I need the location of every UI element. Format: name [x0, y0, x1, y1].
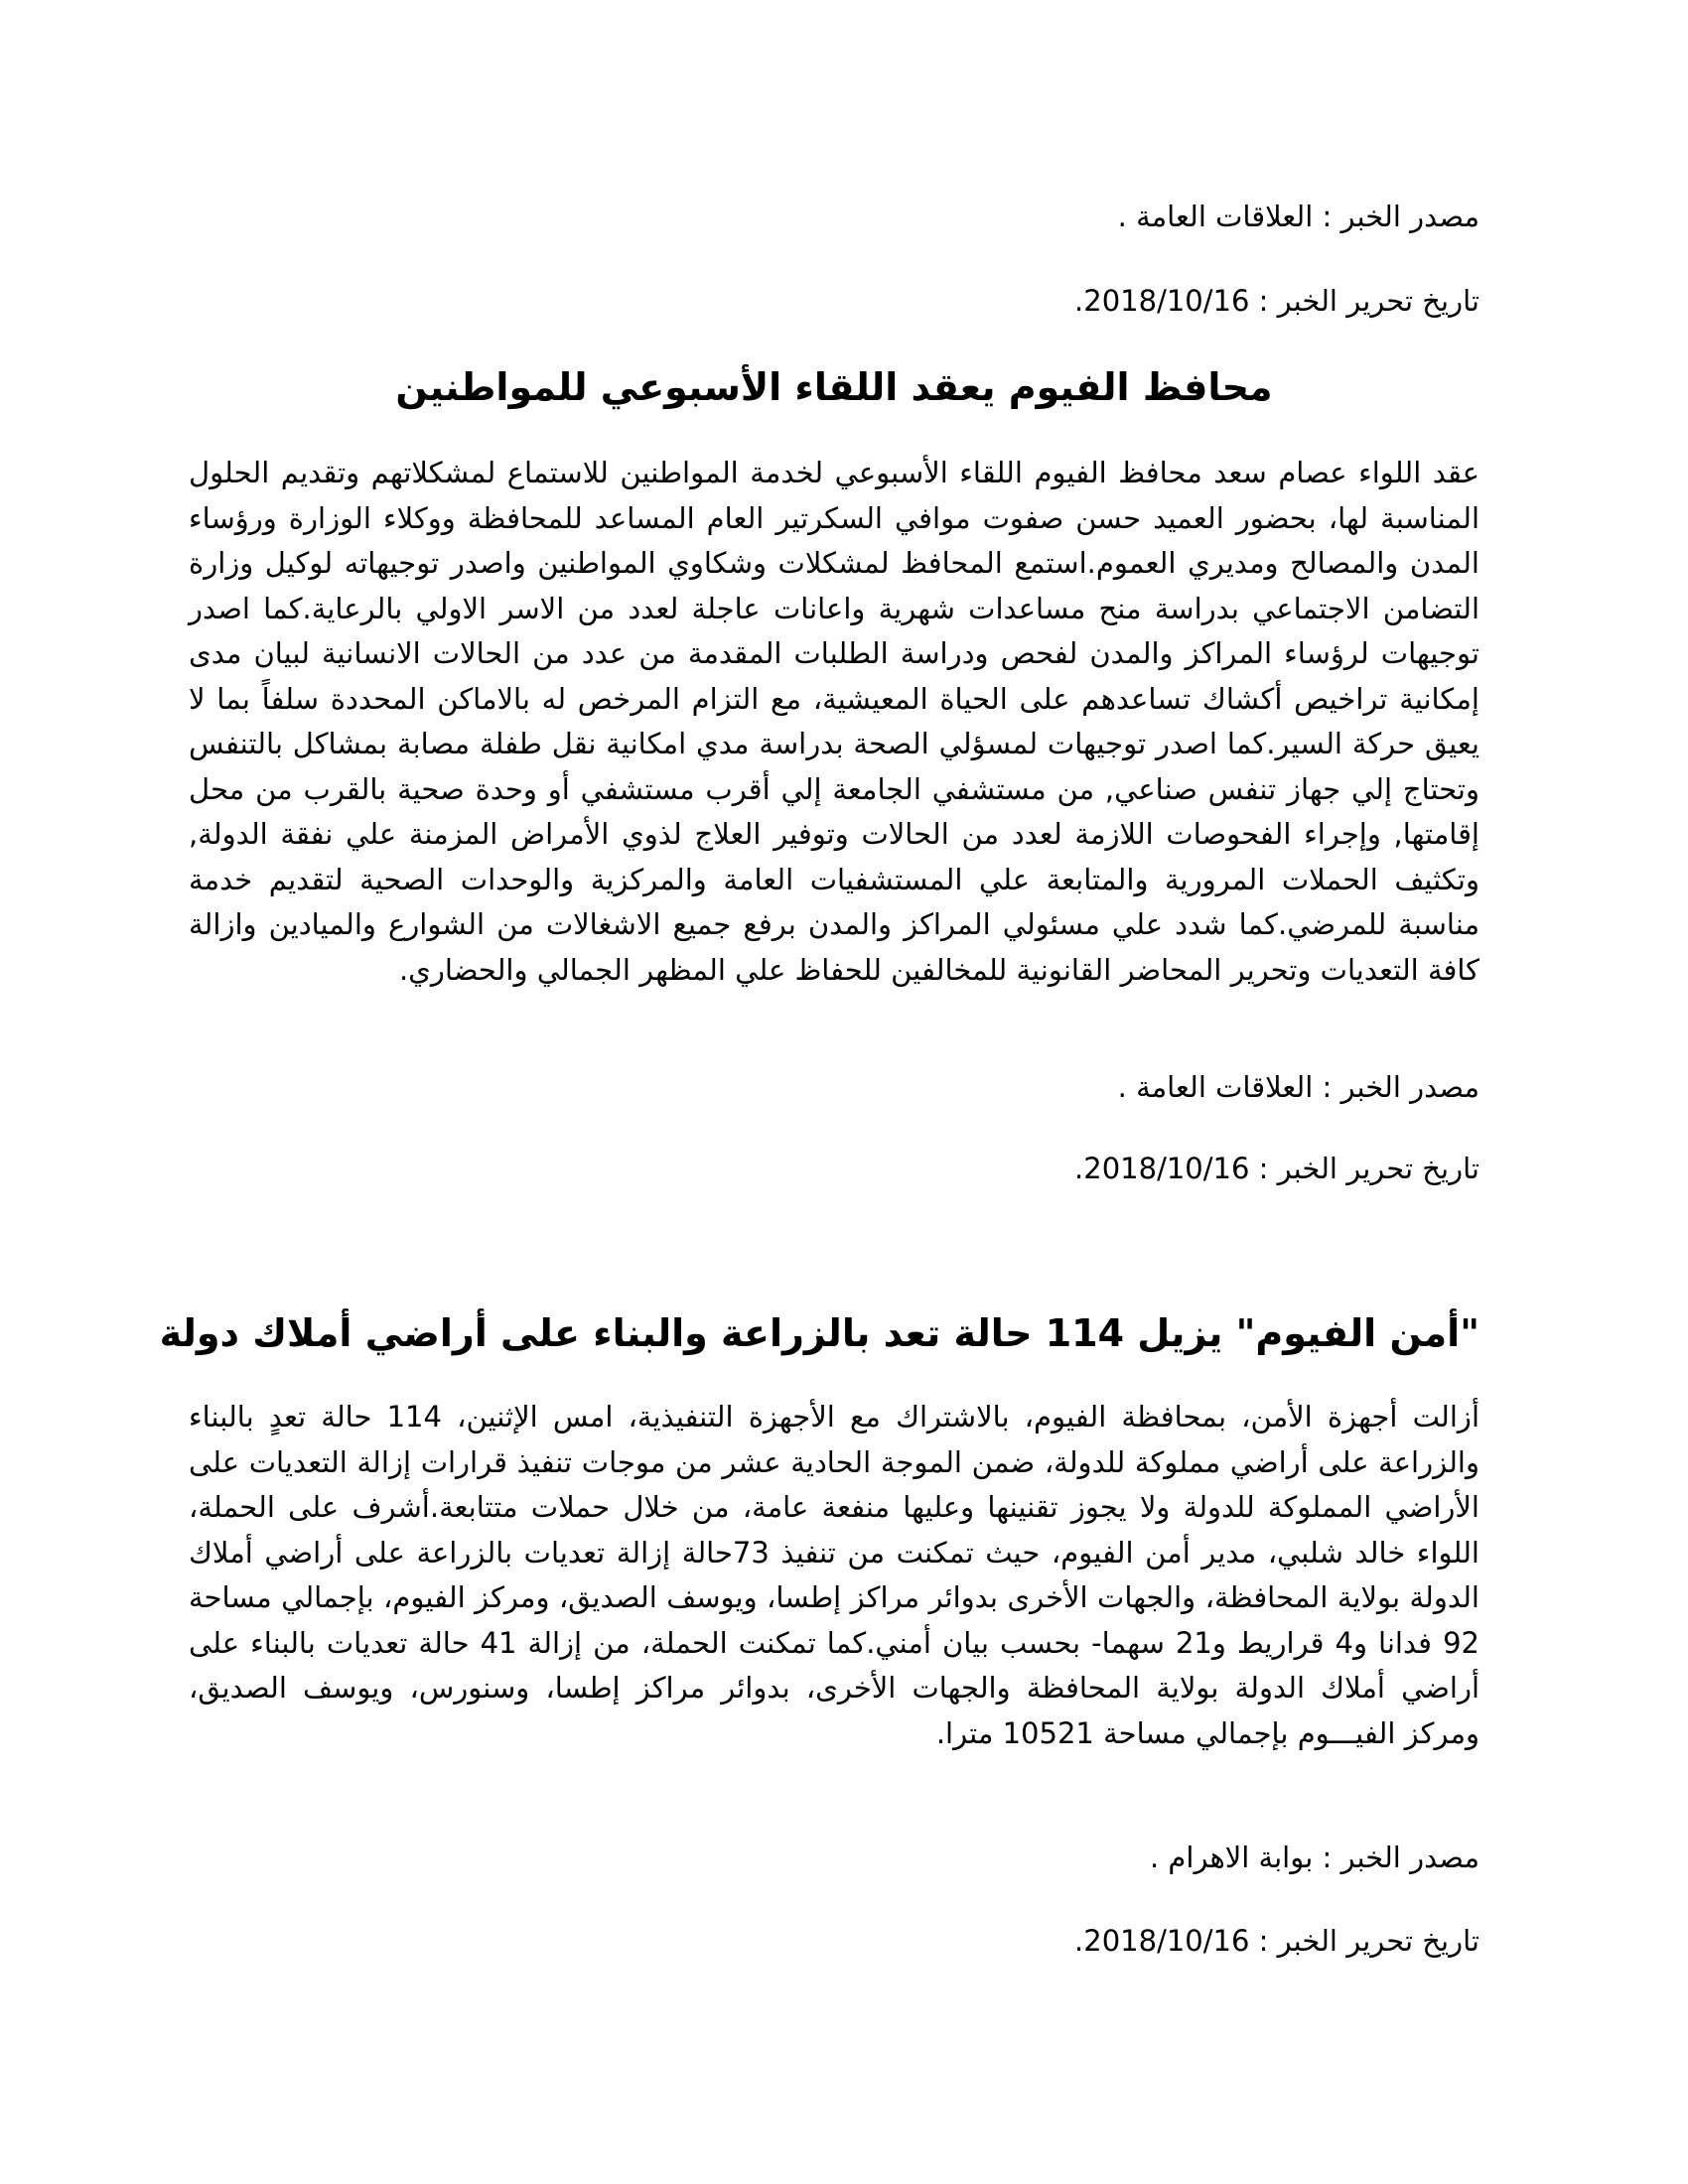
article1-title: محافظ الفيوم يعقد اللقاء الأسبوعي للمواطنين	[395, 365, 1273, 409]
article1-source-footer: مصدر الخبر : العلاقات العامة .	[1117, 1070, 1479, 1104]
article1-date: تاريخ تحرير الخبر : 2018/10/16.	[1074, 284, 1479, 318]
article1-date-footer: تاريخ تحرير الخبر : 2018/10/16.	[1074, 1152, 1479, 1185]
article1-body: عقد اللواء عصام سعد محافظ الفيوم اللقاء الأسبوعي لخدمة المواطنين للاستماع لمشكلاتهم وتقديم الحلول المناسبة لها، بحضور العميد حسن صفوت موافي السكرتير العام المساعد للمحافظة ووكلاء الوزارة ورؤساء المدن والمصالح ومديري العموم.استمع المحافظ لمشكلات وشكاوي المواطنين واصدر توجيهاته لوكيل وزارة التضامن الاجتماعي بدراسة منح مساعدات شهرية واعانات عاجلة لعدد من الاسر الاولي بالرعاية.كما اصدر توجيهات لرؤساء المراكز والمدن لفحص ودراسة الطلبات المقدمة من عدد من الحالات الانسانية لبيان مدى إمكانية تراخيص أكشاك تساعدهم على الحياة المعيشية، مع التزام المرخص له بالاماكن المحددة سلفاً بما لا يعيق حركة السير.كما اصدر توجيهات لمسؤلي الصحة بدراسة مدي امكانية نقل طفلة مصابة بمشاكل بالتنفس وتحتاج إلي جهاز تنفس صناعي, من مستشفي الجامعة إلي أقرب مستشفي أو وحدة صحية بالقرب من محل إقامتها, وإجراء الفحوصات اللازمة لعدد من الحالات وتوفير العلاج لذوي الأمراض المزمنة علي نفقة الدولة, وتكثيف الحملات المرورية والمتابعة علي المستشفيات العامة والمركزية والوحدات الصحية لتقديم خدمة مناسبة للمرضي.كما شدد علي مسئولي المراكز والمدن برفع جميع الاشغالات من الشوارع والميادين وازالة كافة التعديات وتحرير المحاضر القانونية للمخالفين للحفاظ علي المظهر الجمالي والحضاري.	[189, 456, 1479, 987]
article2-date: تاريخ تحرير الخبر : 2018/10/16.	[1074, 1924, 1479, 1958]
article2-title: "أمن الفيوم" يزيل 114 حالة تعد بالزراعة والبناء على أراضي أملاك دولة	[159, 1311, 1479, 1355]
article2-body: أزالت أجهزة الأمن، بمحافظة الفيوم، بالاشتراك مع الأجهزة التنفيذية، امس الإثنين، 114 حالة تعدٍ بالبناء والزراعة على أراضي مملوكة للدولة، ضمن الموجة الحادية عشر من موجات تنفيذ قرارات إزالة التعديات على الأراضي المملوكة للدولة ولا يجوز تقنينها وعليها منفعة عامة، من خلال حملات متتابعة.أشرف على الحملة، اللواء خالد شلبي، مدير أمن الفيوم، حيث تمكنت من تنفيذ 73حالة إزالة تعديات بالزراعة على أراضي أملاك الدولة بولاية المحافظة، والجهات الأخرى بدوائر مراكز إطسا، ويوسف الصديق، ومركز الفيوم، بإجمالي مساحة 92 فدانا و4 قراريط و21 سهما- بحسب بيان أمني.كما تمكنت الحملة، من إزالة 41 حالة تعديات بالبناء على أراضي أملاك الدولة بولاية المحافظة والجهات الأخرى، بدوائر مراكز إطسا، وسنورس، ويوسف الصديق، ومركز الفيـــوم بإجمالي مساحة 10521 مترا.	[189, 1400, 1479, 1750]
article2-source: مصدر الخبر : بوابة الاهرام .	[1150, 1841, 1479, 1874]
article1-source: مصدر الخبر : العلاقات العامة .	[1117, 200, 1479, 233]
document-page	[159, 0, 1479, 2184]
